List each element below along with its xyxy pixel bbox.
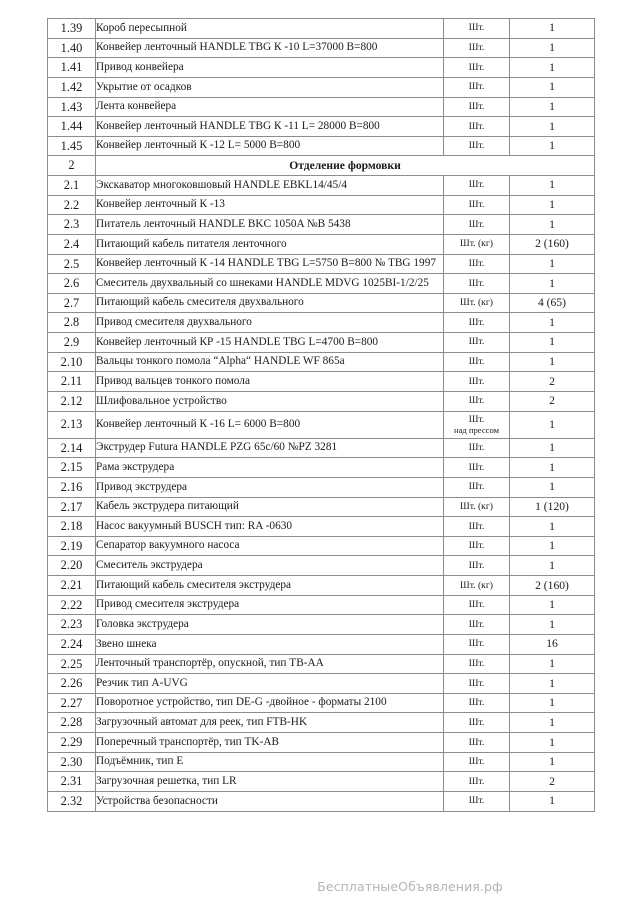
item-quantity: 1 [510,733,595,753]
table-body [48,19,595,812]
item-quantity: 1 [510,19,595,39]
item-quantity: 1 [510,313,595,333]
table-row [48,733,595,753]
row-number: 2.2 [48,195,96,215]
item-name: Ленточный транспортёр, опускной, тип TB-AA [96,654,444,674]
item-quantity: 4 (65) [510,293,595,313]
item-name: Питающий кабель смесителя экструдера [96,576,444,596]
item-name: Насос вакуумный BUSCH тип: RA -0630 [96,517,444,537]
item-unit: Шт. [444,693,510,713]
item-unit-note: над прессом [453,425,500,436]
row-number: 2.20 [48,556,96,576]
equipment-specification-table [47,18,595,812]
row-number: 1.43 [48,97,96,117]
row-number: 2.23 [48,615,96,635]
row-number: 1.39 [48,19,96,39]
item-name: Звено шнека [96,634,444,654]
item-name: Конвейер ленточный КР -15 HANDLE TBG L=4700 B=800 [96,333,444,353]
item-quantity: 1 [510,654,595,674]
item-name: Конвейер ленточный HANDLE TBG К -11 L= 28000 B=800 [96,117,444,137]
item-unit: Шт. [444,215,510,235]
row-number: 2.8 [48,313,96,333]
item-name: Короб пересыпной [96,19,444,39]
item-unit: Шт. [444,117,510,137]
table-row [48,615,595,635]
table-row [48,58,595,78]
table-row [48,293,595,313]
item-unit: Шт. [444,19,510,39]
item-unit: Шт. [444,674,510,694]
item-name: Поворотное устройство, тип DE-G -двойное - форматы 2100 [96,693,444,713]
row-number: 2.25 [48,654,96,674]
item-unit: Шт. [444,97,510,117]
row-number: 2.30 [48,752,96,772]
item-unit: Шт. [444,195,510,215]
item-quantity: 1 [510,477,595,497]
item-quantity: 2 [510,772,595,792]
item-quantity: 1 [510,117,595,137]
row-number: 1.44 [48,117,96,137]
row-number: 2.11 [48,372,96,392]
item-unit: Шт. [444,517,510,537]
row-number: 2.13 [48,411,96,438]
row-number: 2.29 [48,733,96,753]
item-name: Смеситель экструдера [96,556,444,576]
table-row [48,772,595,792]
row-number: 2.12 [48,391,96,411]
item-name: Подъёмник, тип E [96,752,444,772]
item-unit: Шт. [444,274,510,294]
row-number: 2.16 [48,477,96,497]
item-quantity: 2 (160) [510,576,595,596]
row-number: 2.1 [48,176,96,196]
table-row [48,254,595,274]
item-name: Вальцы тонкого помола “Alpha“ HANDLE WF 865a [96,352,444,372]
table-row [48,234,595,254]
table-row [48,458,595,478]
item-quantity: 1 [510,176,595,196]
item-name: Сепаратор вакуумного насоса [96,536,444,556]
item-quantity: 1 [510,333,595,353]
table-row [48,438,595,458]
item-quantity: 1 [510,458,595,478]
row-number: 2.24 [48,634,96,654]
item-name: Рама экструдера [96,458,444,478]
table-row [48,274,595,294]
item-unit: Шт. [444,556,510,576]
row-number: 2.21 [48,576,96,596]
item-name: Смеситель двухвальный со шнеками HANDLE MDVG 1025BI-1/2/25 [96,274,444,294]
row-number: 2.15 [48,458,96,478]
item-quantity: 1 [510,77,595,97]
item-unit: Шт. [444,254,510,274]
row-number: 2.10 [48,352,96,372]
item-unit: Шт. (кг) [444,293,510,313]
item-quantity: 1 [510,595,595,615]
item-quantity: 1 [510,274,595,294]
row-number: 1.45 [48,136,96,156]
item-name: Кабель экструдера питающий [96,497,444,517]
item-name: Привод экструдера [96,477,444,497]
row-number: 1.42 [48,77,96,97]
item-unit: Шт. (кг) [444,576,510,596]
item-unit: Шт. [444,752,510,772]
table-row [48,195,595,215]
item-unit: Шт. [444,77,510,97]
item-name: Резчик тип A-UVG [96,674,444,694]
table-row [48,77,595,97]
item-quantity: 1 [510,136,595,156]
row-number: 1.40 [48,38,96,58]
row-number: 2.31 [48,772,96,792]
table-row [48,497,595,517]
table-row [48,674,595,694]
item-unit: Шт. [444,372,510,392]
row-number: 2.9 [48,333,96,353]
row-number: 2.28 [48,713,96,733]
item-unit: Шт. [444,713,510,733]
table-row [48,352,595,372]
item-quantity: 1 [510,713,595,733]
item-quantity: 2 [510,391,595,411]
row-number: 2.27 [48,693,96,713]
row-number: 2.18 [48,517,96,537]
item-unit: Шт. [444,333,510,353]
item-quantity: 1 [510,752,595,772]
item-name: Конвейер ленточный К -16 L= 6000 B=800 [96,411,444,438]
item-unit: Шт. [444,58,510,78]
row-number: 2.14 [48,438,96,458]
item-unit: Шт. [444,438,510,458]
item-name: Питатель ленточный HANDLE BKC 1050A №B 5438 [96,215,444,235]
row-number: 2.4 [48,234,96,254]
item-quantity: 1 [510,693,595,713]
item-quantity: 1 [510,438,595,458]
table-row [48,576,595,596]
table-row [48,536,595,556]
item-unit: Шт. [444,352,510,372]
item-quantity: 1 [510,791,595,811]
item-name: Лента конвейера [96,97,444,117]
item-unit: Шт. [444,733,510,753]
table-row [48,176,595,196]
table-row [48,38,595,58]
item-name: Устройства безопасности [96,791,444,811]
row-number: 2.26 [48,674,96,694]
row-number: 2 [48,156,96,176]
row-number: 2.6 [48,274,96,294]
item-name: Поперечный транспортёр, тип TK-AB [96,733,444,753]
item-name: Конвейер ленточный К -13 [96,195,444,215]
table-row [48,477,595,497]
item-quantity: 1 [510,517,595,537]
table-row [48,634,595,654]
item-name: Конвейер ленточный К -14 HANDLE TBG L=5750 B=800 № TBG 1997 [96,254,444,274]
item-quantity: 1 [510,674,595,694]
table-row [48,752,595,772]
item-unit: Шт. [444,458,510,478]
item-name: Головка экструдера [96,615,444,635]
item-name: Привод смесителя экструдера [96,595,444,615]
item-quantity: 1 [510,254,595,274]
item-name: Привод вальцев тонкого помола [96,372,444,392]
table-row [48,372,595,392]
item-name: Шлифовальное устройство [96,391,444,411]
item-quantity: 2 (160) [510,234,595,254]
item-quantity: 1 [510,615,595,635]
table-row [48,19,595,39]
table-row [48,517,595,537]
table-row [48,391,595,411]
item-unit: Шт. [444,615,510,635]
table-row [48,693,595,713]
table-row [48,97,595,117]
table-row [48,791,595,811]
item-quantity: 1 (120) [510,497,595,517]
row-number: 1.41 [48,58,96,78]
item-name: Питающий кабель смесителя двухвального [96,293,444,313]
item-name: Конвейер ленточный К -12 L= 5000 B=800 [96,136,444,156]
item-name: Загрузочный автомат для реек, тип FTB-HK [96,713,444,733]
item-name: Привод смесителя двухвального [96,313,444,333]
item-name: Конвейер ленточный HANDLE TBG К -10 L=37000 B=800 [96,38,444,58]
item-unit: Шт. [444,136,510,156]
item-quantity: 16 [510,634,595,654]
table-row [48,713,595,733]
row-number: 2.3 [48,215,96,235]
row-number: 2.5 [48,254,96,274]
row-number: 2.22 [48,595,96,615]
table-row [48,595,595,615]
item-unit: Шт. (кг) [444,234,510,254]
item-unit: Шт. [444,595,510,615]
item-quantity: 1 [510,411,595,438]
table-row [48,136,595,156]
item-unit: Шт. [444,654,510,674]
item-unit: Шт. [444,772,510,792]
item-unit: Шт. [444,634,510,654]
item-quantity: 1 [510,58,595,78]
item-name: Питающий кабель питателя ленточного [96,234,444,254]
row-number: 2.17 [48,497,96,517]
item-quantity: 1 [510,536,595,556]
item-name: Привод конвейера [96,58,444,78]
item-quantity: 1 [510,97,595,117]
item-name: Экскаватор многоковшовый HANDLE EBKL14/45/4 [96,176,444,196]
watermark: БесплатныеОбъявления.рф [317,879,503,894]
item-name: Экструдер Futura HANDLE PZG 65c/60 №PZ 3281 [96,438,444,458]
table-row [48,117,595,137]
table-row [48,333,595,353]
item-name: Укрытие от осадков [96,77,444,97]
item-unit: Шт. [444,176,510,196]
table-row [48,556,595,576]
item-unit: Шт. [444,38,510,58]
item-quantity: 1 [510,352,595,372]
row-number: 2.7 [48,293,96,313]
table-row [48,313,595,333]
item-quantity: 1 [510,195,595,215]
table-row [48,654,595,674]
item-quantity: 1 [510,215,595,235]
item-unit: Шт. (кг) [444,497,510,517]
item-unit: Шт. [444,791,510,811]
item-quantity: 1 [510,556,595,576]
row-number: 2.19 [48,536,96,556]
item-quantity: 1 [510,38,595,58]
item-unit: Шт. [444,536,510,556]
section-row [48,156,595,176]
item-name: Загрузочная решетка, тип LR [96,772,444,792]
item-quantity: 2 [510,372,595,392]
item-unit: Шт. [444,313,510,333]
table-row [48,215,595,235]
item-unit: Шт. [444,477,510,497]
section-title: Отделение формовки [96,156,595,176]
row-number: 2.32 [48,791,96,811]
item-unit: Шт. над прессом [444,411,510,438]
item-unit: Шт. [444,391,510,411]
table-row [48,411,595,438]
